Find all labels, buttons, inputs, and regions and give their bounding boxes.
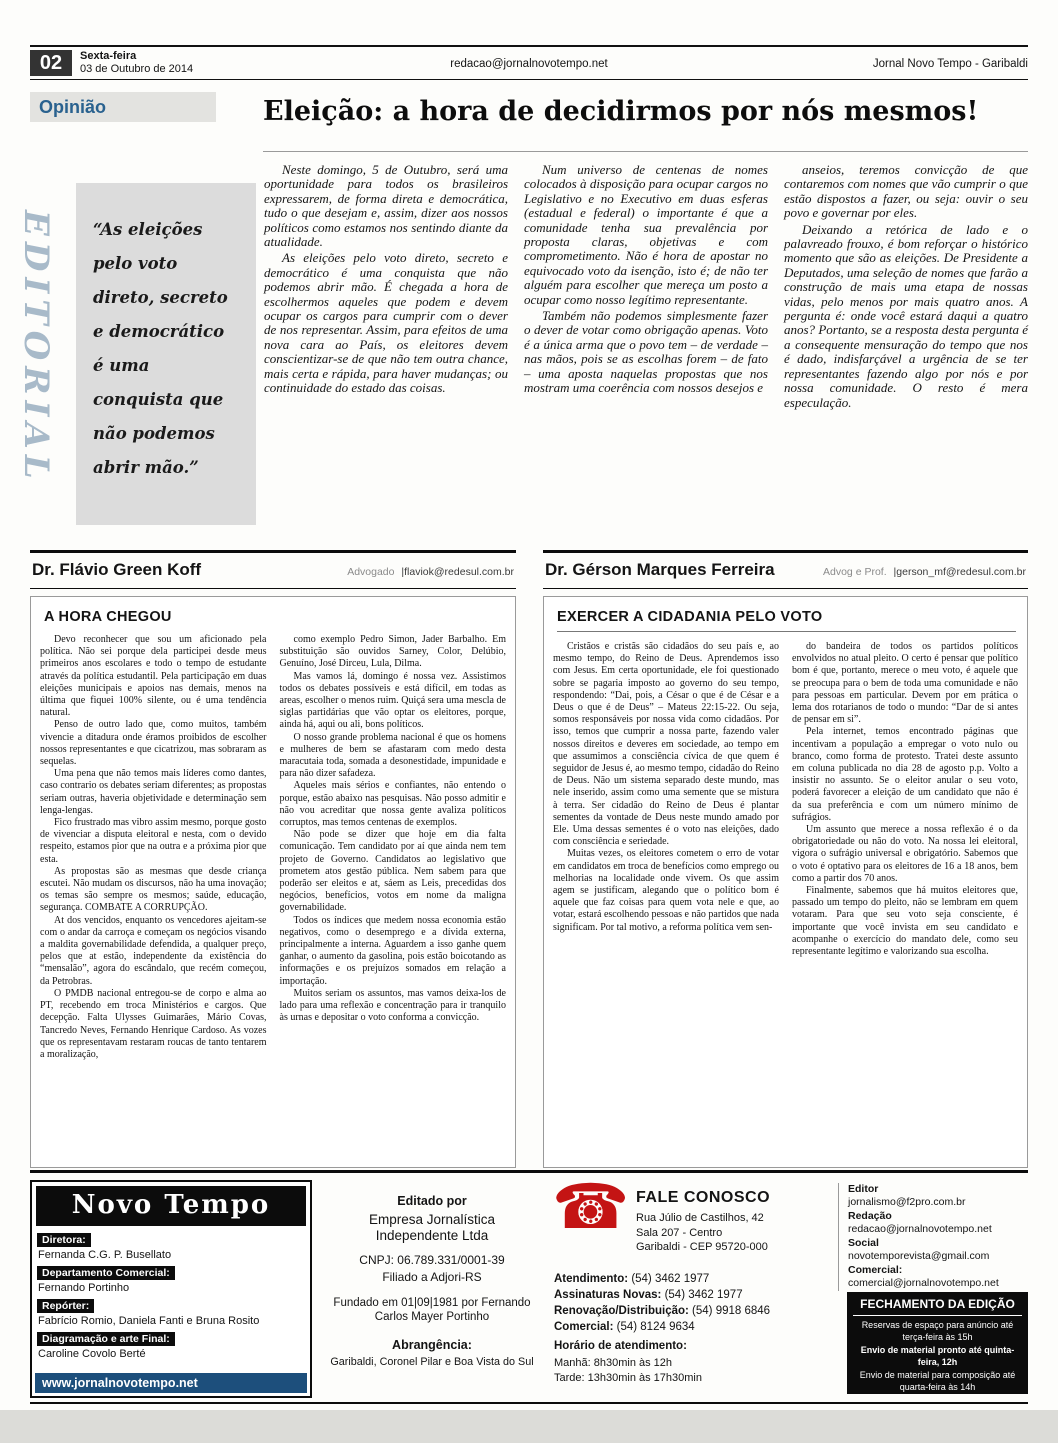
editorial-pull-quote: “As eleições pelo voto direto, secreto e democrático é uma conquista que não podemos abrir mão.” (76, 183, 256, 525)
email-entry (848, 1210, 1038, 1236)
editorial-column-2 (524, 163, 768, 398)
paragraph: Reservas de espaço para anúncio até terça-feira às 15h (861, 1320, 1014, 1342)
newspaper-name: Jornal Novo Tempo - Garibaldi (872, 58, 1028, 70)
masthead-entry (32, 1230, 310, 1261)
page-bottom-edge (0, 1410, 1058, 1443)
paragraph: Envio de material pronto até quinta-feira, 12h (860, 1345, 1015, 1367)
author-name: Dr. Gérson Marques Ferreira (545, 560, 775, 579)
phone-line (554, 1271, 770, 1287)
paragraph: Tarde: 13h30min às 17h30min (554, 1371, 702, 1384)
paragraph: Penso de outro lado que, como muitos, também vivencie a ditadura onde éramos proibidos de escolher nossos representantes e que cicatrizou, mas sobraram as sequelas. (40, 719, 267, 768)
paragraph: Muitas vezes, os eleitores cometem o erro de votar em candidatos em troca de benefícios como emprego ou melhorias na localidade onde vivem. Os que assim agem se justificam, alegando que o político bom é aquele que faz coisas para quem vota nele e que, ao votar, estará escolhendo pessoas e não partidos que nada significam. Por tal motivo, a reforma política vem sen- (553, 848, 779, 933)
contact-address (636, 1211, 768, 1255)
contact-phones (554, 1271, 770, 1335)
paragraph: Deixando a retórica de lado e o palavreado frouxo, é bom reforçar o histórico momento que são as eleições. De Presidente a Deputados, uma seleção de nomes que farão a construção de mais uma etapa de nossas vidas, pelo menos por mais quatro anos. A pergunta é: onde você estará daqui a quatro anos? Portanto, se a resposta desta pergunta é a consequente mensuração do tempo que nos é dado, indisfarçável a urgência de se ter representantes fazendo algo por nós e por nossa comunidade. O resto é mera especulação. (784, 221, 1028, 410)
masthead-role-label: Diagramação e arte Final: (37, 1332, 175, 1346)
paragraph: Também não podemos simplesmente fazer o dever de votar como obrigação apenas. Voto é a única arma que o povo tem – de verdade – nas mãos, pois se as escolhas forem – de fato – uma aposta naquelas propostas que nos mostram uma coerência com nossos desejos e (524, 308, 768, 396)
phone-number: (54) 8124 9634 (616, 1321, 695, 1333)
paragraph: Devo reconhecer que sou um aficionado pela política. Não sei porque dela participei desde meus primeiros anos escolares e todo o tempo de estudante através da política estudantil. Pela participação em duas eleições municipais e apoios nas demais, menos na última que fiquei 100% silente, ou é uma tendência natural. (40, 634, 267, 719)
email-label: Editor (848, 1183, 879, 1195)
phone-label: Assinaturas Novas: (554, 1289, 662, 1301)
editorial-headline: Eleição: a hora de decidirmos por nós mesmos! (263, 96, 979, 127)
paragraph: anseios, teremos convicção de que contaremos com nomes que vão cumprir o que estão dispostos a fazer, ou seja: ouvir o seu povo e governar por eles. (784, 162, 1028, 221)
article-body-box (30, 596, 516, 1168)
top-rule (30, 45, 1028, 47)
paragraph: Neste domingo, 5 de Outubro, será uma oportunidade para todos os brasileiros expressarem, de forma direta e democrática, tudo o que desejam e, assim, dizer aos nossos políticos como estamos nos sentindo diante da atualidade. (264, 162, 508, 250)
email-label: Redação (848, 1210, 892, 1222)
contact-block (552, 1173, 828, 1395)
footer-rule (30, 1170, 1028, 1173)
email-entry (848, 1237, 1038, 1263)
email-address: novotemporevista@gmail.com (848, 1250, 990, 1262)
phone-line (554, 1303, 770, 1319)
publisher-block (327, 1194, 537, 1372)
email-label: Social (848, 1237, 879, 1249)
headline-rule (263, 151, 1028, 152)
email-entry (848, 1183, 1038, 1209)
masthead-role-label: Diretora: (37, 1233, 91, 1247)
email-entry (848, 1264, 1038, 1290)
coverage-label: Abrangência: (392, 1338, 472, 1352)
bottom-rule (30, 1402, 1028, 1404)
paragraph: Cristãos e cristãs são cidadãos do seu país e, ao mesmo tempo, do Reino de Deus. Aprendemos isso com Jesus. Em certa oportunidade, ele foi questionado sobre se pagaria imposto ao governo do seu tempo, respondendo: “Dai, pois, a César o que é de César e a Deus o que é de Deus” – Mateus 22:15-22. Ou seja, somos responsáveis por nossa vida como cidadãos. Por isso, temos que cumprir a nossa parte, fazendo valer nossos direitos e deveres em sociedade, ao tempo em que assumimos a consciência cívica de que quem é seguidor de Jesus é, ao mesmo tempo, cidadão do Reino de Deus. Não um sistema separado deste mundo, mas nele inserido, assim como uma semente que se mistura à terra. Ser cidadão do Reino de Deus é plantar sementes da vontade de Deus neste mundo amado por Ele. Uma dessas sementes é o voto nas eleições, dado com consciência e seriedade. (553, 641, 779, 848)
paragraph: Todos os índices que medem nossa economia estão negativos, como o desemprego e a dívida externa, principalmente a interna. Aguardem a isso ganhe quem ganhar, o aumento da gasolina, pois estão boicotando as informações e os prejuízos somados em relação a importação. (279, 914, 506, 987)
hours-lines (554, 1356, 702, 1385)
paragraph: Muitos seriam os assuntos, mas vamos deixa-los de lado para uma reflexão e concentração para ir tranquilo às urnas e depositar o voto conforma a convicção. (279, 987, 506, 1024)
section-label (30, 92, 216, 122)
author-contact (347, 566, 514, 578)
paragraph: Não pode se dizer que hoje em dia falta comunicação. Tem candidato por aí que ainda nem tem projeto de Governo. Candidatos ao legislativo que prometem atos gestão pública. Nem sabem para que poderão ser eleitos e at, sáem as Leis, precedidas dos negócios, benefícios, votos em nome da maligna governabilidade. (279, 829, 506, 914)
deadline-lines (847, 1316, 1028, 1399)
newspaper-logo: Novo Tempo (36, 1186, 306, 1226)
article-column-1 (40, 634, 267, 1061)
masthead-entry (32, 1296, 310, 1327)
edition-deadline-box (847, 1292, 1028, 1394)
masthead-box (30, 1180, 312, 1398)
paragraph: As eleições pelo voto direto, secreto e democrático é uma conquista que não podemos abrir mão. É chegada a hora de escolhermos aqueles que podem e devem ocupar os cargos para cumprir com o dever de nos representar. Assim, para efeitos de uma nova cara ao País, os eleitores devem conscientizar-se de que não tem outra chance, mais certa e rápida, para haver mudanças; ou continuidade do estado das coisas. (264, 250, 508, 396)
article-byline (30, 550, 516, 589)
phone-label: Atendimento: (554, 1273, 629, 1285)
paragraph: Num universo de centenas de nomes colocados à disposição para ocupar cargos no Legislativo e no Executivo em duas esferas (estadual e federal) o importante é que a comunidade tenha sua prevalência por proposta claras, objetivas e com comprometimento. Não é hora de apostar no equivocado voto da isenção, isto é; de não ter alguém para escolher que mereça um posto a ocupar como nosso legítimo representante. (524, 162, 768, 307)
paragraph: Pela internet, temos encontrado páginas que incentivam a população a empregar o voto nulo ou branco, como forma de protesto. Tratei deste assunto em coluna publicada no dia 28 de agosto p.p. Volto a insistir no assunto. Se o eleitor anular o seu voto, poderá favorecer a eleição de um candidato que não é da sua preferência e com um número mínimo de sufrágios. (792, 726, 1018, 823)
paragraph: Uma pena que não temos mais líderes como dantes, caso contrario os debates seriam diferentes; as propostas seriam outras, haveria objetividade e determinação sem lenga-lengas. (40, 768, 267, 816)
masthead-role-label: Departamento Comercial: (37, 1266, 175, 1280)
author-email: |gerson_mf@redesul.com.br (893, 566, 1026, 578)
paragraph: Envio de material para composição até quarta-feira às 14h (859, 1370, 1016, 1392)
hours-label: Horário de atendimento: (554, 1340, 687, 1352)
masthead-role-value: Fernanda C.G. P. Busellato (38, 1249, 172, 1261)
publisher-founded: Fundado em 01|09|1981 por Fernando Carlos Mayer Portinho (333, 1297, 531, 1323)
article-title: A HORA CHEGOU (44, 609, 172, 625)
phone-number: (54) 9918 6846 (692, 1305, 771, 1317)
phone-icon: ☎ (552, 1173, 630, 1242)
article-column-1 (553, 641, 779, 958)
paragraph: Um assunto que merece a nossa reflexão é o da obrigatoriedade ou não do voto. Na nossa lei eleitoral, vigora o sufrágio universal e obrigatório. Sabemos que o voto é optativo para os eleitores de 16 a 18 anos, bem como a partir dos 70 anos. (792, 824, 1018, 884)
phone-label: Comercial: (554, 1321, 614, 1333)
section-label-text: Opinião (39, 97, 106, 117)
author-contact (823, 566, 1026, 578)
publisher-affiliation: Filiado a Adjori-RS (382, 1270, 482, 1284)
masthead-entry (32, 1263, 310, 1294)
masthead-role-label: Repórter: (37, 1299, 94, 1313)
edited-by-label: Editado por (397, 1194, 467, 1208)
paragraph: Manhã: 8h30min às 12h (554, 1357, 673, 1369)
page-number: 02 (30, 50, 72, 76)
masthead-entry (32, 1329, 310, 1360)
masthead-role-value: Fernando Portinho (38, 1282, 130, 1294)
publisher-company: Empresa Jornalística Independente Ltda (368, 1212, 496, 1243)
phone-label: Renovação/Distribuição: (554, 1305, 689, 1317)
paragraph: Mas vamos lá, domingo é nossa vez. Assistimos todos os debates possíveis e está difícil, em todas as areas, escolher o menos ruim. Quiçá sera uma mescla de siglas partidárias que vão optar os eleitores, porque, ainda há, aqui ou ali, bons políticos. (279, 670, 506, 731)
phone-number: (54) 3462 1977 (631, 1273, 710, 1285)
paragraph: O nosso grande problema nacional é que os homens e mulheres de bem se afastaram com medo desta maracutaia toda, somada a desonestidade, impunidade e para não dizer safadeza. (279, 731, 506, 780)
author-email: |flaviok@redesul.com.br (401, 566, 514, 578)
paragraph: Aqueles mais sérios e confiantes, não entendo o porque, estão abaixo nas pesquisas. Não posso admitir e não vou acreditar que nossa gente avaliza políticos corruptos, mas temos centenas de exemplos. (279, 780, 506, 829)
article-columns (553, 641, 1018, 958)
paragraph: do bandeira de todos os partidos políticos envolvidos no atual pleito. O certo é pensar que político bom é que, portanto, merece o meu voto, é aquele que se preocupa para o bem de toda uma comunidade e não para pessoas em particular. Devem por em prática o lema dos rotarianos de todo o mundo: “Dar de si antes de pensar em si”. (792, 641, 1018, 726)
website-bar: www.jornalnovotempo.net (35, 1373, 307, 1393)
redaction-email: redacao@jornalnovotempo.net (450, 58, 608, 70)
paragraph: O PMDB nacional entregou-se de corpo e alma ao PT, recebendo em troca Ministérios e cargos. Que decepção. Falta Ulysses Guimarães, Mário Covas, Tancredo Neves, Fernando Henrique Cardoso. As vozes que os representavam restaram roucas de tanto tentarem a moralização, (40, 987, 267, 1060)
masthead-role-value: Caroline Covolo Berté (38, 1348, 146, 1360)
masthead-role-value: Fabrício Romio, Daniela Fanti e Bruna Rosito (38, 1315, 260, 1327)
paragraph: Sala 207 - Centro (636, 1226, 723, 1239)
editorial-column-3 (784, 163, 1028, 412)
weekday-label: Sexta-feira (80, 50, 137, 62)
opinion-article-flavio (30, 550, 516, 1168)
paragraph: Fico frustrado mas vibro assim mesmo, porque gosto de vivenciar a disputa eleitoral e nesta, com o devido respeito, estamos pior que na outra e a próxima pior que esta. (40, 817, 267, 865)
paragraph: Garibaldi - CEP 95720-000 (636, 1241, 768, 1253)
author-name: Dr. Flávio Green Koff (32, 560, 202, 579)
email-address: redacao@jornalnovotempo.net (848, 1223, 992, 1235)
emails-block (838, 1183, 1038, 1291)
phone-line (554, 1287, 770, 1303)
email-label: Comercial: (848, 1264, 903, 1276)
paragraph: Rua Júlio de Castilhos, 42 (636, 1212, 764, 1224)
email-address: comercial@jornalnovotempo.net (848, 1277, 999, 1289)
email-address: jornalismo@f2pro.com.br (848, 1196, 966, 1208)
article-byline (543, 550, 1028, 589)
author-credentials: Advogado (347, 566, 395, 578)
author-credentials: Advog e Prof. (823, 566, 887, 578)
publisher-cnpj: CNPJ: 06.789.331/0001-39 (359, 1253, 505, 1267)
editorial-column-1 (264, 163, 508, 398)
phone-line (554, 1319, 770, 1335)
article-columns (40, 634, 506, 1061)
paragraph: Finalmente, sabemos que há muitos eleitores que, passado um tempo do pleito, não se lembram em quem votaram. Para que seu voto seja consciente, é importante que você invista em seu candidato e acompanhe o exercício do mandato dele, como seu representante legítimo e valorizando sua escolha. (792, 885, 1018, 958)
article-body-box (543, 596, 1028, 1168)
article-column-2 (280, 634, 507, 1061)
paragraph: As propostas são as mesmas que desde criança escutei. Não mudam os discursos, não ha uma inovação; os temas são sempre os mesmos; saúde, educação, segurança. COMBATE A CORRUPÇÃO. (40, 865, 267, 914)
header-rule (30, 79, 1028, 80)
opinion-article-gerson (543, 550, 1028, 1168)
edition-date: 03 de Outubro de 2014 (80, 63, 194, 75)
paragraph: At dos vencidos, enquanto os vencedores ajeitam-se com o andar da carroça e começam os negócios visando a maldita governabilidade defendida, a qualquer preço, pelos que at estão, independente da existência do “mensalão”, agora do escândalo, que recém começou, da Petrobras. (40, 914, 267, 987)
paragraph: como exemplo Pedro Simon, Jader Barbalho. Em substituição são ouvidos Sarney, Color, Delúbio, Genuíno, José Dirceu, Lula, Dilma. (279, 634, 506, 670)
deadline-title: FECHAMENTO DA EDIÇÃO (853, 1292, 1022, 1316)
article-title: EXERCER A CIDADANIA PELO VOTO (557, 609, 1016, 632)
contact-title: FALE CONOSCO (636, 1189, 771, 1206)
article-column-2 (792, 641, 1018, 958)
phone-number: (54) 3462 1977 (664, 1289, 743, 1301)
editorial-vertical-label: EDITORIAL (16, 210, 56, 485)
coverage-area: Garibaldi, Coronel Pilar e Boa Vista do Sul (330, 1356, 534, 1368)
